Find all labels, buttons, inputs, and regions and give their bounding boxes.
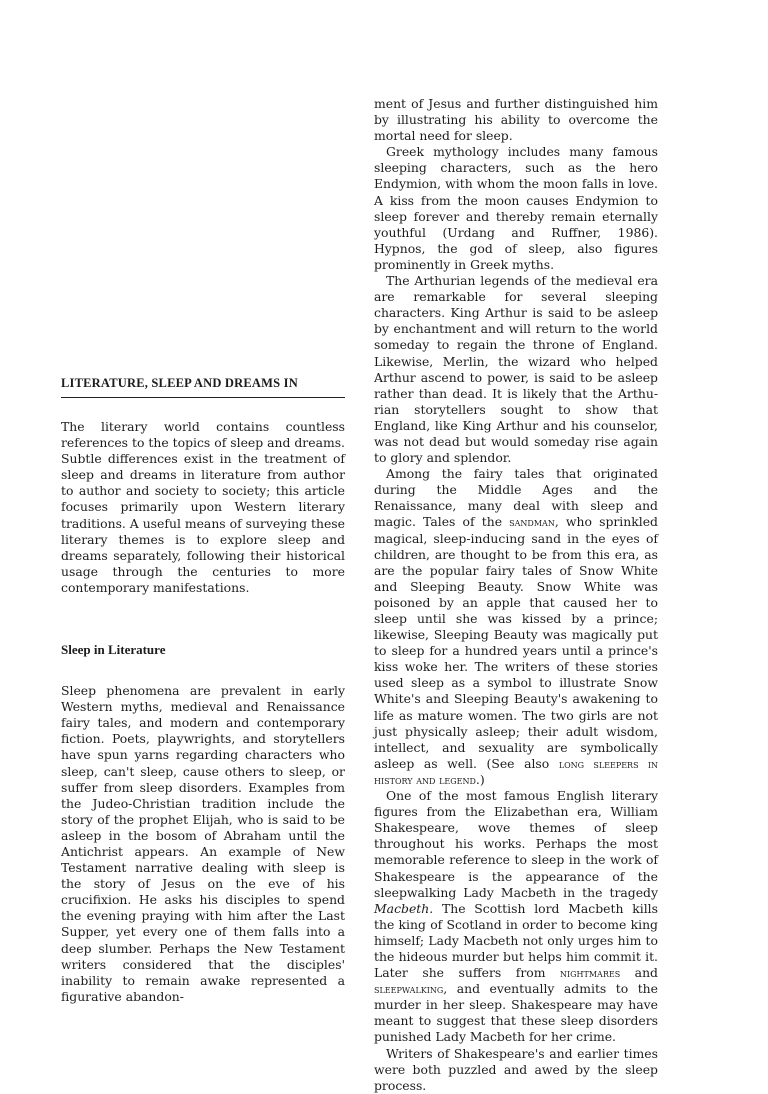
left-column: [61, 376, 345, 1005]
p5-text-c: and: [620, 965, 658, 981]
p4-smallcaps-sandman: sandman: [509, 515, 555, 530]
left-body-paragraph: Sleep phenomena are prevalent in early Western myths, medieval and Renaissance fairy tales, and modern and contemporary fiction. Poets, playwrights, and storytellers have spun yarns regarding characters who sleep, can't sleep, cause others to sleep, or suffer from sleep disorders. Examples from the Judeo-Christian tradition include the story of the prophet Elijah, who is said to be asleep in the bosom of Abraham until the Antichrist appears. An example of New Testament narrative dealing with sleep is the story of Jesus on the eve of his crucifixion. He asks his disciples to spend the evening praying with him after the Last Supper, yet every one of them falls into a deep slumber. Perhaps the New Testament writers considered that the disciples' inability to remain awake represented a figurative abandon-: [61, 683, 345, 1004]
right-paragraph-4: [374, 466, 658, 788]
p4-smallcaps-crossref: long sleepers in history and legend: [374, 756, 658, 787]
right-paragraph-5: [374, 788, 658, 1046]
section-title: LITERATURE, SLEEP AND DREAMS IN: [61, 376, 345, 398]
intro-paragraph: The literary world contains countless references to the topics of sleep and dreams. Subtle differences exist in the treatment of sleep and dreams in literature from author to author and society to society; this article focuses primarily upon Western literary traditions. A useful means of surveying these literary themes is to explore sleep and dreams separately, following their historical usage through the centuries to more contemporary manifestations.: [61, 419, 345, 595]
p4-text-a: Among the fairy tales that originated during the Middle Ages and the Renaissance, many deal with sleep and magic. Tales of the: [374, 466, 658, 530]
p5-text-a: One of the most famous English literary figures from the Elizabethan era, William Shakespeare, wove themes of sleep throughout his works. Perhaps the most memorable reference to sleep in the work of Shakespeare is the appearance of the sleepwalking Lady Macbeth in the tragedy: [374, 788, 658, 900]
right-paragraph-3: The Arthurian legends of the medieval era are remarkable for several sleeping characters. King Arthur is said to be asleep by enchantment and will return to the world someday to regain the throne of England. Likewise, Merlin, the wizard who helped Arthur ascend to power, is said to be asleep rather than dead. It is likely that the Arthurian storytellers sought to show that England, like King Arthur and his counselor, was not dead but would someday rise again to glory and splendor.: [374, 273, 658, 466]
right-column: [374, 96, 658, 1094]
p5-smallcaps-sleepwalking: sleepwalking: [374, 982, 444, 997]
p4-text-b: , who sprinkled magical, sleep-inducing sand in the eyes of children, are thought to be from this era, as are the popular fairy tales of Snow White and Sleeping Beauty. Snow White was poisoned by an apple that caused her to sleep until she was kissed by a prince; likewise, Sleeping Beauty was magically put to sleep for a hundred years until a prince's kiss woke her. The writers of these stories used sleep as a symbol to illustrate Snow White's and Sleeping Beauty's awakening to life as mature women. The two girls are not just physically asleep; their adult wisdom, intellect, and sexuality are symbolically asleep as well. (See also: [374, 514, 658, 771]
p4-text-c: .): [475, 771, 485, 787]
right-paragraph-6: Writers of Shakespeare's and earlier times were both puzzled and awed by the sleep process.: [374, 1045, 658, 1093]
right-paragraph-2: Greek mythology includes many famous sleeping characters, such as the hero Endymion, with whom the moon falls in love. A kiss from the moon causes Endymion to sleep forever and thereby remain eternally youthful (Urdang and Ruffner, 1986). Hypnos, the god of sleep, also figures prominently in Greek myths.: [374, 144, 658, 272]
p5-smallcaps-nightmares: nightmares: [560, 966, 621, 981]
right-paragraph-1: ment of Jesus and further distinguished him by illustrating his ability to overcome the mortal need for sleep.: [374, 96, 658, 144]
p5-italic-macbeth: Macbeth: [374, 900, 430, 916]
subheading-sleep-in-literature: Sleep in Literature: [61, 642, 166, 658]
p5-text-b: . The Scottish lord Macbeth kills the king of Scotland in order to become king himself; Lady Macbeth not only urges him to the hideous murder but helps him commit it. Later she suffers from: [374, 900, 658, 981]
p5-text-d: , and eventually admits to the murder in her sleep. Shakespeare may have meant to suggest that these sleep disorders punished Lady Macbeth for her crime.: [374, 981, 658, 1045]
